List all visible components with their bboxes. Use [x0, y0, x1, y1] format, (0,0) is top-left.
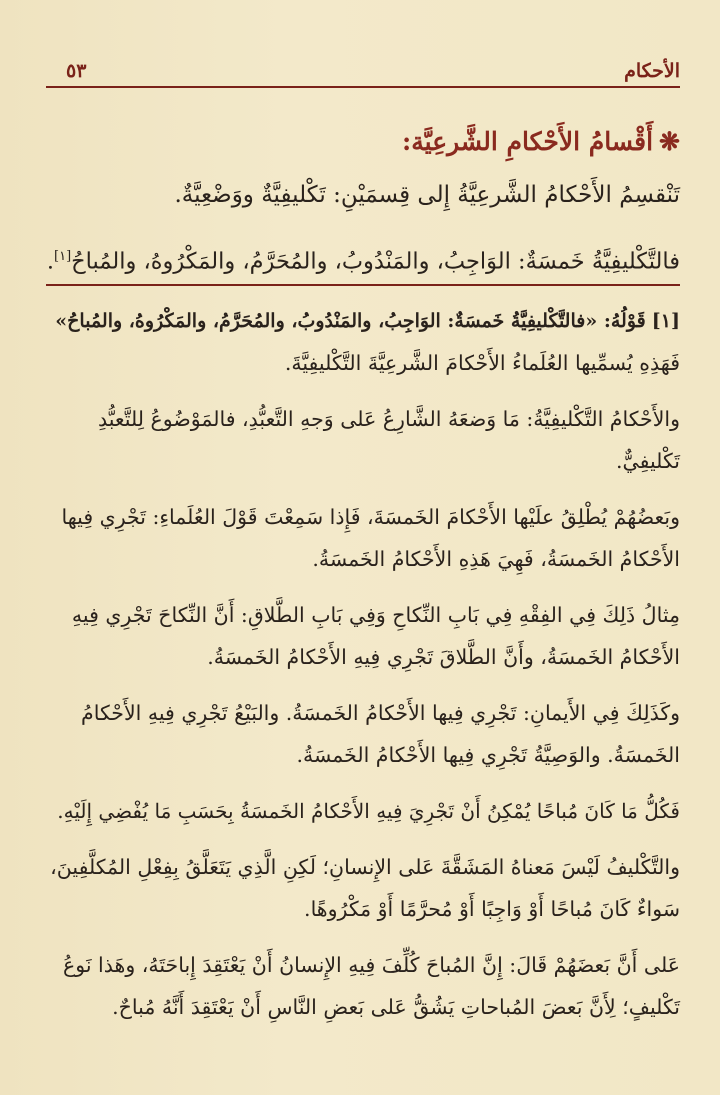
- commentary-line: فَهَذِهِ يُسمِّيها العُلَماءُ الأَحْكامَ الشَّرعِيَّةَ التَّكْليفِيَّةَ.: [284, 351, 680, 375]
- main-line-1: تَنْقسِمُ الأَحْكامُ الشَّرعِيَّةُ إِلى قِسمَيْنِ: تَكْليفِيَّةٌ ووَضْعِيَّةٌ.: [174, 182, 680, 208]
- commentary-paragraph-8: [46, 944, 680, 1028]
- main-line-2-text: فالتَّكْليفِيَّةُ خَمسَةٌ: الوَاجِبُ، والمَنْدُوبُ، والمُحَرَّمُ، والمَكْرُوهُ، والمُباحُ: [71, 248, 680, 275]
- footnote-quote: قَوْلُهُ: «فالتَّكْليفِيَّةُ خَمسَةٌ: الوَاجِبُ، والمَنْدُوبُ، والمُحَرَّمُ، والمَكْرُوهُ، والمُباحُ»: [55, 310, 646, 332]
- commentary-line: تَكْليفٍ؛ لِأَنَّ بَعضَ المُباحاتِ يَشُقُّ عَلى بَعضِ النَّاسِ أَنْ يَعْتَقِدَ أَنَّهُ مُباحٌ.: [112, 995, 680, 1019]
- commentary-paragraph-6: [46, 790, 680, 832]
- star-ornament-icon: ❋: [659, 127, 680, 156]
- commentary-line: مِثالُ ذَلِكَ فِي الفِقْهِ فِي بَابِ النِّكاحِ وَفِي بَابِ الطَّلاقِ: أَنَّ النِّكاحَ تَجْرِي فِيهِ: [71, 603, 680, 627]
- section-heading: [46, 120, 680, 164]
- commentary-section: [46, 300, 680, 1042]
- commentary-line: والتَّكْليفُ لَيْسَ مَعناهُ المَشَقَّةَ عَلى الإِنسانِ؛ لَكِنِ الَّذِي يَتَعَلَّقُ بِفِعْلِ المُكلَّفِينَ،: [50, 855, 680, 879]
- running-header: [46, 58, 680, 88]
- commentary-line: الأَحْكامُ الخَمسَةُ، فَهِيَ هَذِهِ الأَحْكامُ الخَمسَةُ.: [312, 547, 680, 571]
- main-text: [46, 120, 680, 288]
- commentary-line: [46, 300, 680, 342]
- footnote-marker[interactable]: [١]: [651, 310, 680, 332]
- section-heading-text: أَقْسامُ الأَحْكامِ الشَّرعِيَّة:: [402, 127, 654, 156]
- commentary-line: وبَعضُهُمْ يُطْلِقُ علَيْها الأَحْكامَ الخَمسَةَ، فَإِذا سَمِعْتَ قَوْلَ العُلَماءِ: تَجْرِي فِيها: [61, 505, 680, 529]
- commentary-paragraph-3: [46, 496, 680, 580]
- header-divider: [46, 86, 680, 88]
- commentary-paragraph-5: [46, 692, 680, 776]
- commentary-paragraph-4: [46, 594, 680, 678]
- commentary-paragraph-1: [46, 300, 680, 384]
- commentary-line: عَلى أَنَّ بَعضَهُمْ قَالَ: إِنَّ المُباحَ كُلِّفَ فِيهِ الإِنسانُ أَنْ يَعْتَقِدَ إِباحَتَهُ، وهَذا نَوعُ: [63, 953, 680, 977]
- commentary-line: تَكْليفِيٌّ.: [616, 449, 680, 473]
- commentary-line: وكَذَلِكَ فِي الأَيمانِ: تَجْرِي فِيها الأَحْكامُ الخَمسَةُ. والبَيْعُ تَجْرِي فِيهِ الأَحْكامُ: [81, 701, 680, 725]
- commentary-line: فَكُلُّ مَا كَانَ مُباحًا يُمْكِنُ أَنْ تَجْرِيَ فِيهِ الأَحْكامُ الخَمسَةُ بِحَسَبِ مَا يُفْضِي إِلَيْهِ.: [57, 799, 680, 823]
- footnote-divider: [46, 284, 680, 286]
- commentary-line: سَواءٌ كَانَ مُباحًا أَوْ وَاجِبًا أَوْ مُحرَّمًا أَوْ مَكْرُوهًا.: [304, 897, 680, 921]
- running-header-title: الأحكام: [624, 60, 680, 82]
- main-line-2: فالتَّكْليفِيَّةُ خَمسَةٌ: الوَاجِبُ، والمَنْدُوبُ، والمُحَرَّمُ، والمَكْرُوهُ، والمُباحُ[١].: [46, 248, 680, 275]
- page-number: ٥٣: [66, 60, 87, 82]
- commentary-line: والأَحْكامُ التَّكْليفِيَّةُ: مَا وَضعَهُ الشَّارِعُ عَلى وَجهِ التَّعبُّدِ، فالمَوْضُوعُ لِلتَّعبُّدِ: [97, 407, 680, 431]
- commentary-paragraph-7: [46, 846, 680, 930]
- footnote-reference[interactable]: [١]: [54, 249, 72, 264]
- commentary-paragraph-2: [46, 398, 680, 482]
- commentary-line: الأَحْكامُ الخَمسَةُ، وأَنَّ الطَّلاقَ تَجْرِي فِيهِ الأَحْكامُ الخَمسَةُ.: [207, 645, 680, 669]
- commentary-line: الخَمسَةُ. والوَصِيَّةُ تَجْرِي فِيها الأَحْكامُ الخَمسَةُ.: [296, 743, 680, 767]
